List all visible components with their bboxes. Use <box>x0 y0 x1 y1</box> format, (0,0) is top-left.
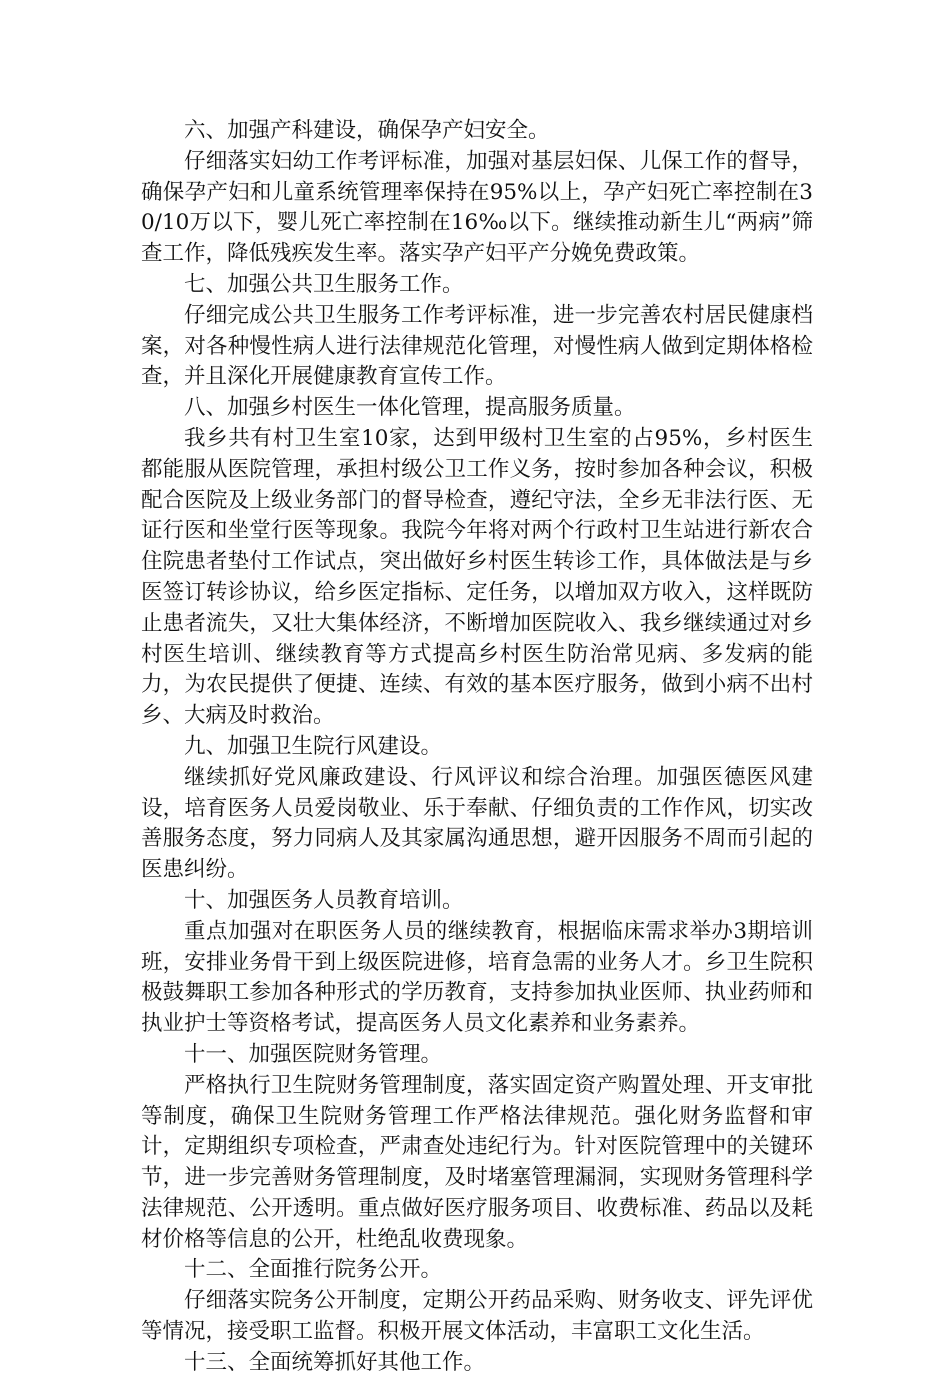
section-heading-10: 十、加强医务人员教育培训。 <box>184 887 464 913</box>
section-body-11: 严格执行卫生院财务管理制度，落实固定资产购置处理、开支审批等制度，确保卫生院财务管理工作严格法律规范。强化财务监督和审计，定期组织专项检查，严肃查处违纪行为。针对医院管理中的关键环节，进一步完善财务管理制度，及时堵塞管理漏洞，实现财务管理科学法律规范、公开透明。重点做好医疗服务项目、收费标准、药品以及耗材价格等信息的公开，杜绝乱收费现象。 <box>141 1072 813 1252</box>
section-body-9: 继续抓好党风廉政建设、行风评议和综合治理。加强医德医风建设，培育医务人员爱岗敬业、乐于奉献、仔细负责的工作作风，切实改善服务态度，努力同病人及其家属沟通思想，避开因服务不周而引起的医患纠纷。 <box>141 764 813 883</box>
section-body-8: 我乡共有村卫生室10家，达到甲级村卫生室的占95%，乡村医生都能服从医院管理，承担村级公卫工作义务，按时参加各种会议，积极配合医院及上级业务部门的督导检查，遵纪守法，全乡无非法行医、无证行医和坐堂行医等现象。我院今年将对两个行政村卫生站进行新农合住院患者垫付工作试点，突出做好乡村医生转诊工作，具体做法是与乡医签订转诊协议，给乡医定指标、定任务，以增加双方收入，这样既防止患者流失，又壮大集体经济，不断增加医院收入、我乡继续通过对乡村医生培训、继续教育等方式提高乡村医生防治常见病、多发病的能力，为农民提供了便捷、连续、有效的基本医疗服务，做到小病不出村乡、大病及时救治。 <box>141 425 813 729</box>
section-body-6: 仔细落实妇幼工作考评标准，加强对基层妇保、儿保工作的督导，确保孕产妇和儿童系统管理率保持在95%以上，孕产妇死亡率控制在30/10万以下，婴儿死亡率控制在16‰以下。继续推动新生儿“两病”筛查工作，降低残疾发生率。落实孕产妇平产分娩免费政策。 <box>141 148 813 267</box>
section-body-12: 仔细落实院务公开制度，定期公开药品采购、财务收支、评先评优等情况，接受职工监督。积极开展文体活动，丰富职工文化生活。 <box>141 1288 813 1345</box>
section-heading-13: 十三、全面统筹抓好其他工作。 <box>184 1349 486 1375</box>
section-heading-6: 六、加强产科建设，确保孕产妇安全。 <box>184 118 550 143</box>
section-heading-9: 九、加强卫生院行风建设。 <box>184 733 443 759</box>
section-body-10: 重点加强对在职医务人员的继续教育，根据临床需求举办3期培训班，安排业务骨干到上级医院进修，培育急需的业务人才。乡卫生院积极鼓舞职工参加各种形式的学历教育，支持参加执业医师、执业药师和执业护士等资格考试，提高医务人员文化素养和业务素养。 <box>141 918 813 1037</box>
section-heading-7: 七、加强公共卫生服务工作。 <box>184 271 464 297</box>
document-body <box>141 116 813 1379</box>
section-heading-8: 八、加强乡村医生一体化管理，提高服务质量。 <box>184 395 636 421</box>
section-heading-12: 十二、全面推行院务公开。 <box>184 1257 443 1283</box>
section-heading-11: 十一、加强医院财务管理。 <box>184 1041 443 1067</box>
section-body-7: 仔细完成公共卫生服务工作考评标准，进一步完善农村居民健康档案，对各种慢性病人进行法律规范化管理，对慢性病人做到定期体格检查，并且深化开展健康教育宣传工作。 <box>141 302 813 390</box>
